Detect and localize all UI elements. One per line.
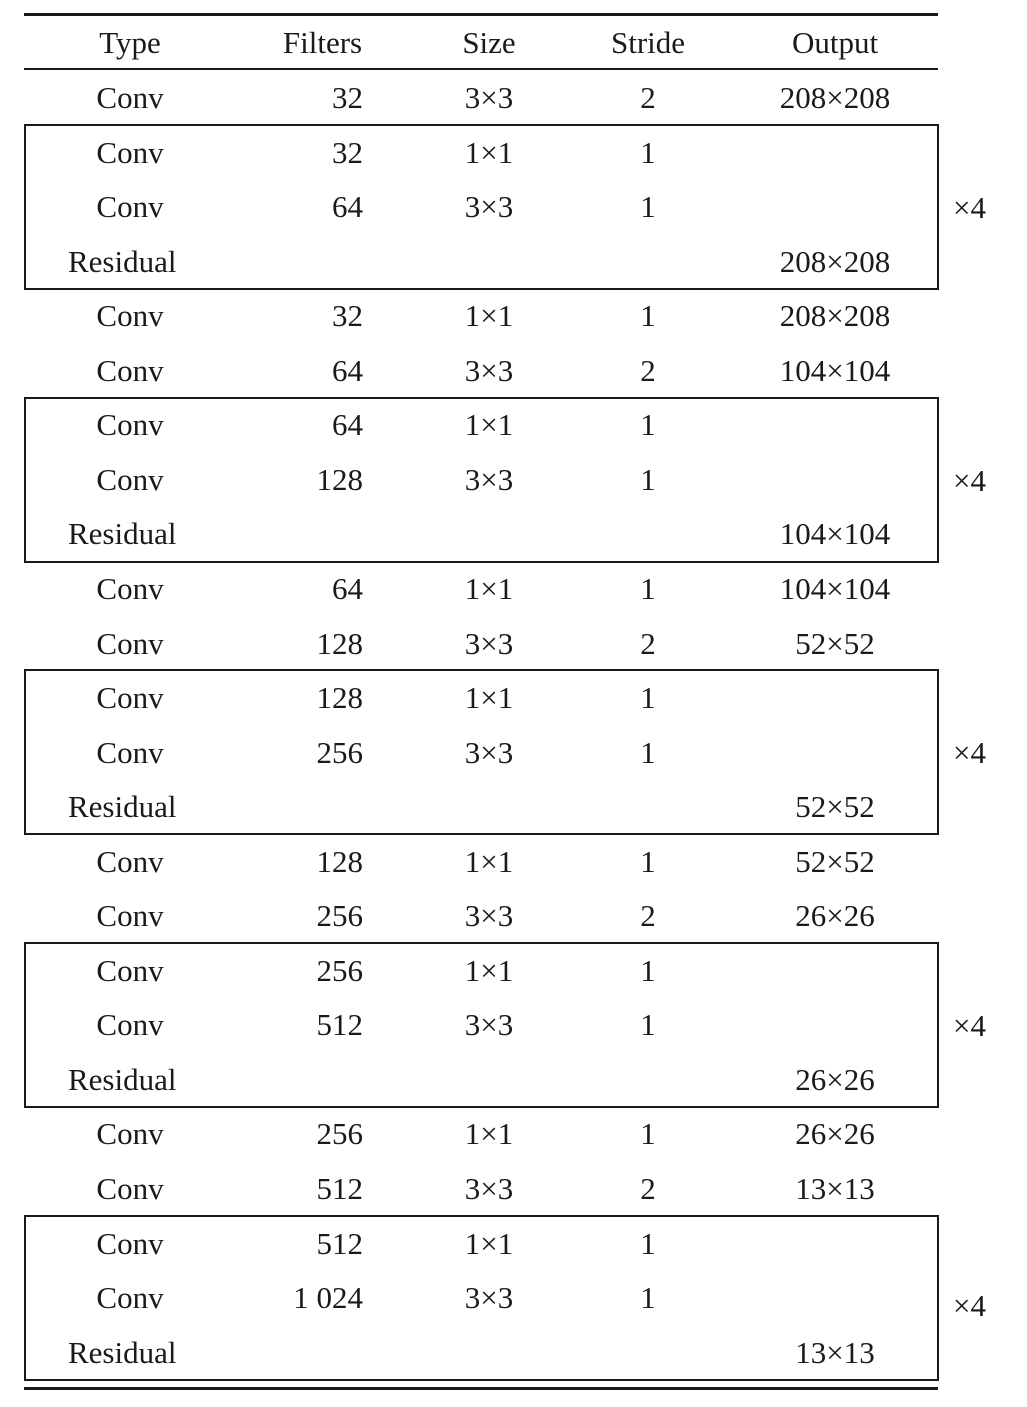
type-cell: Conv: [96, 1116, 164, 1152]
output-cell: 26×26: [795, 898, 875, 934]
output-cell: 208×208: [779, 298, 891, 334]
table-row: [0, 344, 1027, 398]
filters-cell: 32: [332, 298, 363, 334]
type-cell: Conv: [96, 1007, 164, 1043]
stride-cell: 1: [640, 570, 656, 606]
filters-cell: 32: [332, 80, 363, 115]
type-cell: Conv: [96, 1225, 164, 1261]
stride-cell: 2: [640, 625, 656, 661]
filters-cell: 128: [316, 843, 363, 879]
header-size: Size: [462, 25, 516, 60]
header-type: Type: [99, 25, 161, 60]
size-cell: 1×1: [464, 952, 514, 988]
type-cell: Conv: [96, 625, 164, 661]
filters-cell: 256: [316, 898, 363, 934]
header-filters: Filters: [282, 25, 363, 60]
size-cell: 3×3: [464, 80, 514, 115]
size-cell: 1×1: [464, 843, 514, 879]
residual-block-box: [24, 942, 939, 1108]
header-rule: [24, 68, 938, 70]
repeat-label: ×4: [953, 1008, 986, 1043]
stride-cell: 1: [640, 407, 656, 443]
size-cell: 3×3: [464, 1007, 514, 1043]
type-cell: Residual: [68, 789, 177, 825]
output-cell: 52×52: [795, 843, 875, 879]
table-row: [0, 617, 1027, 671]
repeat-label: ×4: [953, 463, 986, 498]
size-cell: 3×3: [464, 898, 514, 934]
repeat-label: ×4: [953, 735, 986, 770]
filters-cell: 512: [316, 1225, 363, 1261]
filters-cell: 1 024: [293, 1280, 363, 1316]
output-cell: 208×208: [779, 243, 891, 279]
stride-cell: 2: [640, 352, 656, 388]
stride-cell: 1: [640, 734, 656, 770]
type-cell: Conv: [96, 407, 164, 443]
type-cell: Residual: [68, 516, 177, 552]
stride-cell: 2: [640, 80, 656, 115]
size-cell: 1×1: [464, 298, 514, 334]
output-cell: 104×104: [779, 570, 891, 606]
size-cell: 1×1: [464, 134, 514, 170]
filters-cell: 512: [316, 1171, 363, 1206]
type-cell: Conv: [96, 461, 164, 497]
stride-cell: 1: [640, 952, 656, 988]
header-row: [0, 16, 1027, 70]
table-row: [0, 1162, 1027, 1216]
stride-cell: 1: [640, 1225, 656, 1261]
output-cell: 26×26: [795, 1061, 875, 1097]
output-cell: 52×52: [795, 789, 875, 825]
filters-cell: 512: [316, 1007, 363, 1043]
type-cell: Conv: [96, 734, 164, 770]
size-cell: 3×3: [464, 734, 514, 770]
type-cell: Conv: [96, 570, 164, 606]
output-cell: 208×208: [779, 80, 891, 115]
table-row: [0, 562, 1027, 616]
size-cell: 3×3: [464, 352, 514, 388]
residual-block-box: [24, 1215, 939, 1381]
size-cell: 3×3: [464, 189, 514, 225]
output-cell: 104×104: [779, 352, 891, 388]
filters-cell: 256: [316, 952, 363, 988]
table-row: [0, 1107, 1027, 1161]
stride-cell: 1: [640, 134, 656, 170]
size-cell: 3×3: [464, 1280, 514, 1316]
header-output: Output: [791, 25, 879, 60]
output-cell: 13×13: [795, 1171, 875, 1206]
bottom-rule: [24, 1387, 938, 1390]
filters-cell: 64: [332, 352, 363, 388]
filters-cell: 128: [316, 461, 363, 497]
size-cell: 1×1: [464, 680, 514, 716]
type-cell: Conv: [96, 898, 164, 934]
type-cell: Conv: [96, 952, 164, 988]
stride-cell: 1: [640, 461, 656, 497]
stride-cell: 1: [640, 1280, 656, 1316]
table-row: [0, 71, 1027, 125]
size-cell: 1×1: [464, 570, 514, 606]
filters-cell: 128: [316, 625, 363, 661]
size-cell: 3×3: [464, 461, 514, 497]
repeat-label: ×4: [953, 190, 986, 225]
table-row: [0, 289, 1027, 343]
stride-cell: 1: [640, 1116, 656, 1152]
filters-cell: 64: [332, 189, 363, 225]
output-cell: 104×104: [779, 516, 891, 552]
size-cell: 1×1: [464, 1225, 514, 1261]
table-row: [0, 889, 1027, 943]
filters-cell: 256: [316, 1116, 363, 1152]
type-cell: Conv: [96, 134, 164, 170]
header-stride: Stride: [610, 25, 686, 60]
filters-cell: 128: [316, 680, 363, 716]
type-cell: Conv: [96, 1171, 164, 1206]
type-cell: Residual: [68, 1061, 177, 1097]
type-cell: Conv: [96, 189, 164, 225]
stride-cell: 1: [640, 189, 656, 225]
filters-cell: 64: [332, 570, 363, 606]
residual-block-box: [24, 397, 939, 563]
stride-cell: 1: [640, 1007, 656, 1043]
type-cell: Conv: [96, 80, 164, 115]
filters-cell: 64: [332, 407, 363, 443]
stride-cell: 1: [640, 843, 656, 879]
repeat-label: ×4: [953, 1288, 986, 1323]
type-cell: Conv: [96, 1280, 164, 1316]
size-cell: 3×3: [464, 625, 514, 661]
stride-cell: 1: [640, 680, 656, 716]
type-cell: Conv: [96, 352, 164, 388]
filters-cell: 256: [316, 734, 363, 770]
stride-cell: 2: [640, 898, 656, 934]
filters-cell: 32: [332, 134, 363, 170]
output-cell: 52×52: [795, 625, 875, 661]
residual-block-box: [24, 124, 939, 290]
type-cell: Residual: [68, 243, 177, 279]
size-cell: 1×1: [464, 1116, 514, 1152]
stride-cell: 2: [640, 1171, 656, 1206]
size-cell: 3×3: [464, 1171, 514, 1206]
size-cell: 1×1: [464, 407, 514, 443]
residual-block-box: [24, 669, 939, 835]
type-cell: Conv: [96, 298, 164, 334]
output-cell: 13×13: [795, 1334, 875, 1370]
table-row: [0, 835, 1027, 889]
stride-cell: 1: [640, 298, 656, 334]
type-cell: Residual: [68, 1334, 177, 1370]
type-cell: Conv: [96, 680, 164, 716]
type-cell: Conv: [96, 843, 164, 879]
output-cell: 26×26: [795, 1116, 875, 1152]
